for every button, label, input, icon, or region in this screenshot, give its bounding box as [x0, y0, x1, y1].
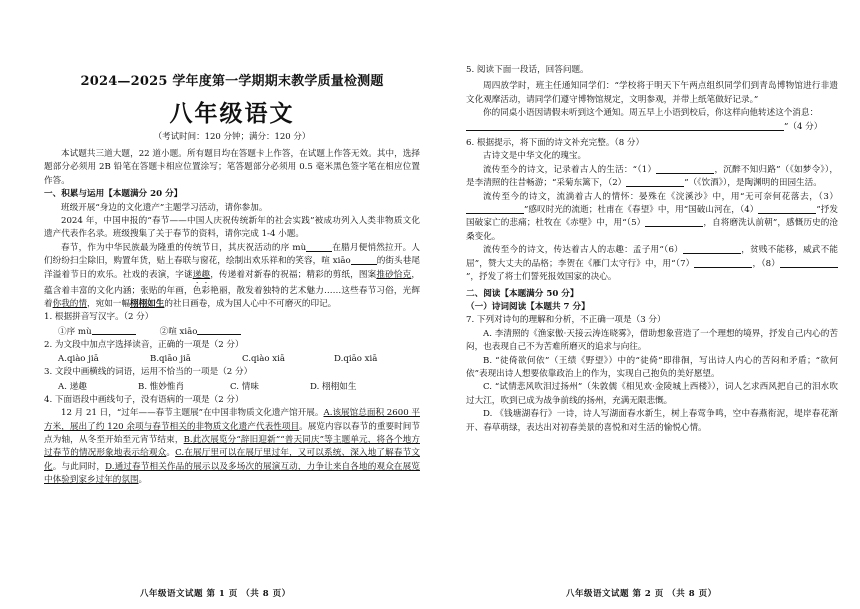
- exam-meta: （考试时间：120 分钟；满分：120 分）: [153, 132, 311, 142]
- underlined-term: 你我的情: [52, 299, 87, 310]
- answer-blank: [92, 325, 136, 335]
- section-1-heading: 一、积累与运用【本题满分 20 分】: [44, 189, 183, 200]
- q3-option-a: A. 递趣: [58, 381, 87, 392]
- q3-options: [44, 380, 420, 394]
- q1-option-1: ①序 mù: [58, 326, 92, 337]
- q5-text: 周四放学时，班主任通知同学们：“学校将于明天下午两点组织同学们到青岛博物馆进行非遗文化观摩活动，请同学们遵守博物馆规定，文明参观，并带上纸笔做好记录。”: [466, 81, 838, 105]
- subject-title: 八年级语文: [169, 100, 295, 127]
- q6-text: ”（《饮酒》），是陶渊明的田园生活。: [684, 178, 822, 189]
- instructions: 本试题共三道大题，22 道小题。所有题目均在答题卡上作答，在试题上作答无效。其中，选择题部分必须用 2B 铅笔在答题卡相应位置涂写；笔答题部分必须用 0.5 毫米黑色签字笔在相应位置作答。: [44, 149, 420, 186]
- q4-sentence-c: C.在展厅里可以在展厅里过年，又可以系统、深入地了解春节文化: [44, 448, 420, 472]
- q6-text: 流传至今的诗文，传达着古人的志趣：孟子用“（6）: [483, 245, 683, 256]
- answer-blank: [626, 177, 684, 187]
- q2-options: [44, 352, 420, 366]
- q7-option-d: D. 《钱塘湖春行》一诗，诗人写湖面春水新生，树上春莺争鸣，空中春燕衔泥，堤岸春花渐开、春草萌绿，表达出对初春美景的喜悦和对生活的愉悦心情。: [466, 409, 838, 433]
- q3-option-c: C. 情味: [230, 381, 259, 392]
- question-3: 3. 文段中画横线的词语，运用不恰当的一项是（2 分）: [44, 367, 253, 378]
- passage-part: ，蕴含着丰富的文化内涵；张贴的年画，色彩艳丽，散发着独特的艺术魅力……这些春节习俗，光辉着: [44, 269, 420, 310]
- passage-part: 。: [138, 475, 148, 486]
- answer-blank: [694, 258, 752, 268]
- q6-text: ，沉醉不知归路”（《如梦令》），是李清照的往昔畅游；“采菊东篱下，（2）: [466, 164, 839, 189]
- passage-part: ，传递着对新春的祝福；精彩的剪纸，: [210, 269, 359, 280]
- passage-part: 春节，作为中华民族最为隆重的传统节日，其庆祝活动的序 mù: [61, 242, 307, 253]
- q6-text: 流传至今的诗文，记录着古人的生活：“（1）: [483, 164, 657, 175]
- q6-paragraph-1: [466, 164, 838, 191]
- blank-line: [351, 255, 377, 265]
- answer-blank: [197, 325, 241, 335]
- q6-intro: 古诗文是中华文化的瑰宝。: [483, 151, 587, 162]
- q1-option-2: ②喧 xiāo: [159, 326, 198, 337]
- passage-part: 社戏的表演，字谜: [122, 269, 193, 280]
- q6-paragraph-3: [466, 244, 838, 284]
- q7-option-b: B. “徒倚欲何依”（王绩《野望》）中的“徒倚”即徘徊，写出诗人内心的苦闷和矛盾；“欲何依”表现出诗人想要依靠政治上的作为，实现自己抱负的美好愿望。: [466, 355, 838, 379]
- q4-sentence-a: A.该展馆总面积 2600 平方米，展出了约 120 余项与春节相关的非物质文化遗产代表性项目: [44, 408, 420, 432]
- passage-part: 图案: [358, 269, 377, 280]
- q6-text: ，贫贱不能移，威武不能屈”，赞大丈夫的品格；李贺在《雁门太守行》中，用“（7）: [466, 245, 838, 269]
- q2-option-c: C.qiào xiā: [242, 354, 285, 365]
- passage-part: 在腊月便悄然拉开。人们纷纷扫尘除旧，购置年货，贴上春联与窗花，: [44, 242, 420, 267]
- passage-part: 的社日画卷，成为国人心中不可磨灭的印记。: [164, 299, 337, 310]
- q6-text: ”，抒发了将士们誓死报效国家的决心。: [466, 272, 617, 283]
- right-page: [452, 0, 860, 609]
- answer-blank: [645, 217, 703, 227]
- answer-blank: [466, 204, 524, 214]
- blank-line: [306, 242, 332, 252]
- answer-blank: [656, 164, 714, 174]
- q2-option-a: A.qiào jiā: [58, 354, 99, 365]
- q4-sentence-b: B.此次展览分“辞旧迎新”“普天同庆”等主题单元，将各个地方过春节的情况形象地表示给观众: [44, 434, 420, 459]
- q5-answer-line: [466, 121, 838, 134]
- passage-part: 。展览内容以春节的重要时间节点为轴，从冬至开始至元宵节结束，: [44, 421, 420, 445]
- q7-option-a: A. 李清照的《渔家傲·天接云涛连晓雾》，借助想象营造了一个理想的境界，抒发自己内心的苦闷，也表现自己不为苦难所磨灭的追求与向往。: [466, 328, 838, 353]
- q4-sentence-d: D.通过春节相关作品的展示以及多场次的展演互动，力争让来自各地的观众在展览中体验到家乡过年的氛围: [44, 461, 420, 486]
- q7-option-c: C. “试情悲风吹泪过扬州”（朱敦儒《相见欢·金陵城上西楼》），词人乞求西风把自己的泪水吹过大江，吹到已成为战争前线的扬州，充满无限悲慨。: [466, 382, 838, 406]
- q2-option-d: D.qiāo xiā: [334, 354, 378, 365]
- passage-part: ，宛如一幅: [87, 299, 130, 310]
- q6-text: ”抒发国破家亡的悲痛；杜牧在《赤壁》中，用“（5）: [466, 205, 838, 229]
- q4-passage: [44, 407, 420, 487]
- question-2: 2. 为文段中加点字选择读音，正确的一项是（2 分）: [44, 339, 244, 350]
- passage-part: 。: [166, 448, 176, 459]
- question-4: 4. 下面语段中画线句子，没有语病的一项是（2 分）: [44, 394, 244, 405]
- q6-text: ，自将磨洗认前朝”，感慨历史的沧桑变化。: [466, 218, 838, 242]
- q5-task: 你的同桌小语因请假未听到这个通知。周五早上小语到校后，你这样向他转述这个消息：: [483, 108, 819, 119]
- underlined-term: 栩栩如生: [129, 299, 165, 310]
- passage-part: 绘制出欢乐祥和的笑容，喧 xiāo: [225, 256, 351, 267]
- underlined-term: 递趣: [192, 269, 211, 280]
- question-6: 6. 根据提示，将下面的诗文补充完整。（8 分）: [466, 138, 645, 149]
- underlined-term: 推砂恰克: [376, 269, 412, 280]
- spring-festival-passage: [44, 242, 420, 312]
- q6-text: 流传至今的诗文，流淌着古人的情怀：晏殊在《浣溪沙》中，用“无可奈何花落去，（3）: [483, 191, 838, 202]
- page-footer-right: 八年级语文试题 第 2 页 （共 8 页）: [566, 589, 717, 599]
- q6-paragraph-2: [466, 191, 838, 245]
- answer-blank: [758, 204, 816, 214]
- page-footer-left: 八年级语文试题 第 1 页 （共 8 页）: [140, 589, 291, 599]
- answer-blank: [683, 244, 741, 254]
- answer-blank: [780, 258, 838, 268]
- answer-blank: [466, 121, 784, 131]
- question-7: 7. 下列对诗句的理解和分析，不正确一项是（3 分）: [466, 315, 666, 326]
- q6-text: ”感叹时光的流逝；杜甫在《春望》中，用“国破山河在，（4）: [524, 205, 759, 216]
- exam-title: 2024—2025 学年度第一学期期末教学质量检测题: [80, 74, 384, 89]
- q1-blanks: [44, 325, 420, 339]
- q3-option-b: B. 惟妙惟肖: [138, 381, 185, 392]
- subsection-poetry: （一）诗词阅读【本题共 7 分】: [466, 301, 590, 312]
- question-5: 5. 阅读下面一段话，回答问题。: [466, 65, 589, 75]
- q2-option-b: B.qiāo jiā: [150, 354, 191, 365]
- passage-part: 。与此同时，: [52, 461, 106, 472]
- passage-part: 的街头巷尾洋溢着节日的欢乐。: [44, 256, 420, 280]
- q6-text: ，（8）: [752, 258, 780, 269]
- section-2-heading: 二、阅读【本题满分 50 分】: [466, 288, 579, 299]
- question-1: 1. 根据拼音写汉字。（2 分）: [44, 312, 154, 323]
- q3-option-d: D. 栩栩如生: [310, 381, 357, 392]
- q5-score: ”（4 分）: [784, 121, 823, 132]
- passage-part: 12 月 21 日，“过年——春节主题展”在中国非物质文化遗产馆开展。: [61, 408, 324, 419]
- intro-text-2: 2024 年，中国申报的“春节——中国人庆祝传统新年的社会实践”被成功列入人类非物质文化遗产代表作名录。班级搜集了关于春节的资料，请你完成 1-4 小题。: [44, 216, 420, 240]
- intro-text-1: 班级开展“身边的文化遗产”主题学习活动，请你参加。: [61, 202, 268, 213]
